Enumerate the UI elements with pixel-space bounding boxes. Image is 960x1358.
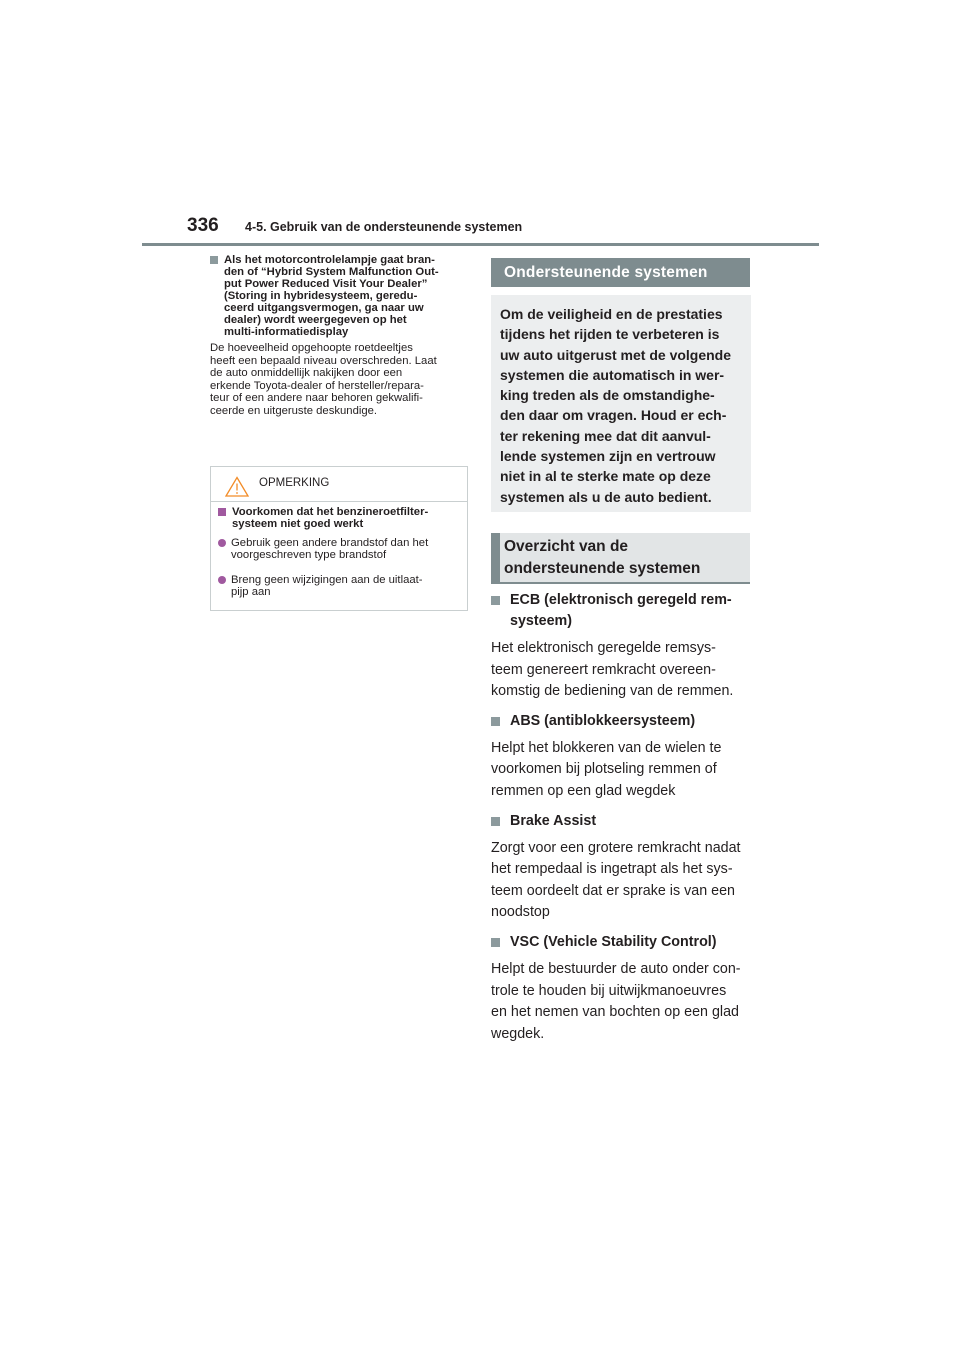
body-line: teur of een andere naar behoren gekwalifi- — [210, 392, 423, 405]
body-line: erkende Toyota-dealer of hersteller/repara- — [210, 379, 424, 392]
text-line: komstig de bediening van de remmen. — [491, 683, 734, 700]
system-text-abs — [491, 738, 753, 803]
notice-item — [218, 537, 459, 562]
intro-line: den daar om vragen. Houd er ech- — [500, 407, 727, 424]
system-heading-ecb — [491, 590, 753, 632]
warning-triangle-icon — [225, 476, 249, 497]
heading-line: den of “Hybrid System Malfunction Out- — [224, 266, 439, 278]
square-bullet-icon — [491, 817, 500, 826]
text-line: Helpt het blokkeren van de wielen te — [491, 739, 722, 756]
square-bullet-icon — [491, 717, 500, 726]
text-line: Helpt de bestuurder de auto onder con- — [491, 960, 741, 977]
overview-line: ondersteunende systemen — [504, 560, 701, 577]
left-column — [210, 254, 468, 418]
intro-line: tijdens het rijden te verbeteren is — [500, 326, 720, 343]
intro-line: systemen als u de auto bedient. — [500, 488, 712, 505]
intro-line: king treden als de omstandighe- — [500, 387, 715, 404]
engine-lamp-text — [210, 342, 468, 418]
text-line: noodstop — [491, 904, 550, 921]
header-divider — [142, 243, 819, 246]
text-line: Zorgt voor een grotere remkracht nadat — [491, 839, 741, 856]
square-bullet-icon — [491, 596, 500, 605]
heading-line: ECB (elektronisch geregeld rem- — [510, 592, 732, 608]
heading-line: Als het motorcontrolelampje gaat bran- — [224, 254, 435, 266]
intro-line: ter rekening mee dat dit aanvul- — [500, 427, 711, 444]
square-bullet-icon — [491, 938, 500, 947]
systems-list — [491, 590, 753, 1053]
system-heading-vsc — [491, 932, 753, 953]
text-line: trole te houden bij uitwijkmanoeuvres — [491, 982, 727, 999]
text-line: Het elektronisch geregelde remsys- — [491, 640, 716, 656]
notice-heading — [218, 506, 459, 530]
heading-line: put Power Reduced Visit Your Dealer” — [224, 278, 428, 290]
page-number: 336 — [187, 215, 219, 236]
body-line: heeft een bepaald niveau overschreden. Laat — [210, 354, 437, 367]
support-systems-title: Ondersteunende systemen — [491, 258, 750, 287]
system-heading-abs — [491, 711, 753, 732]
square-bullet-icon — [218, 508, 226, 516]
overview-line: Overzicht van de — [504, 538, 629, 555]
item-line: pijp aan — [231, 586, 271, 599]
heading-line: systeem) — [510, 613, 572, 629]
text-line: remmen op een glad wegdek — [491, 782, 676, 799]
intro-line: systemen die automatisch in wer- — [500, 366, 725, 383]
round-bullet-icon — [218, 576, 226, 584]
text-line: teem genereert remkracht overeen- — [491, 661, 716, 678]
item-line: Breng geen wijzigingen aan de uitlaat- — [231, 573, 423, 586]
notice-header — [211, 467, 467, 502]
section-title: 4-5. Gebruik van de ondersteunende systemen — [245, 220, 523, 234]
heading-line: Brake Assist — [510, 812, 597, 829]
heading-line: multi-informatiedisplay — [224, 326, 349, 338]
system-text-vsc — [491, 959, 753, 1045]
intro-line: niet in al te sterke mate op deze — [500, 468, 711, 485]
text-line: voorkomen bij plotseling remmen of — [491, 761, 717, 778]
notice-label: OPMERKING — [259, 477, 330, 489]
notice-item — [218, 574, 459, 599]
round-bullet-icon — [218, 539, 226, 547]
text-line: en het nemen van bochten op een glad — [491, 1004, 740, 1021]
system-heading-brake-assist — [491, 811, 753, 832]
body-line: ceerde en uitgeruste deskundige. — [210, 404, 378, 417]
system-text-ecb — [491, 638, 753, 703]
heading-line: ceerd uitgangsvermogen, ga naar uw — [224, 302, 424, 314]
heading-line: dealer) wordt weergegeven op het — [224, 314, 407, 326]
body-line: De hoeveelheid opgehoopte roetdeeltjes — [210, 342, 413, 354]
notice-box — [210, 466, 468, 611]
heading-line: Voorkomen dat het benzineroetfilter- — [232, 506, 429, 518]
square-bullet-icon — [210, 256, 218, 264]
intro-box — [491, 295, 751, 512]
item-line: voorgeschreven type brandstof — [231, 549, 387, 562]
system-text-brake-assist — [491, 838, 753, 924]
item-line: Gebruik geen andere brandstof dan het — [231, 537, 429, 549]
overview-heading — [491, 533, 750, 584]
intro-line: lende systemen zijn en vertrouw — [500, 448, 716, 465]
body-line: de auto onmiddellijk nakijken door een — [210, 367, 403, 380]
intro-line: Om de veiligheid en de prestaties — [500, 306, 723, 322]
heading-line: ABS (antiblokkeersysteem) — [510, 712, 696, 729]
engine-lamp-heading — [210, 254, 468, 338]
heading-line: systeem niet goed werkt — [232, 518, 364, 530]
heading-line: (Storing in hybridesysteem, geredu- — [224, 290, 418, 302]
text-line: wegdek. — [491, 1025, 545, 1042]
heading-line: VSC (Vehicle Stability Control) — [510, 933, 717, 950]
intro-line: uw auto uitgerust met de volgende — [500, 346, 732, 363]
text-line: het rempedaal is ingetrapt als het sys- — [491, 861, 733, 878]
notice-body — [211, 502, 467, 599]
text-line: teem oordeelt dat er sprake is van een — [491, 882, 735, 899]
